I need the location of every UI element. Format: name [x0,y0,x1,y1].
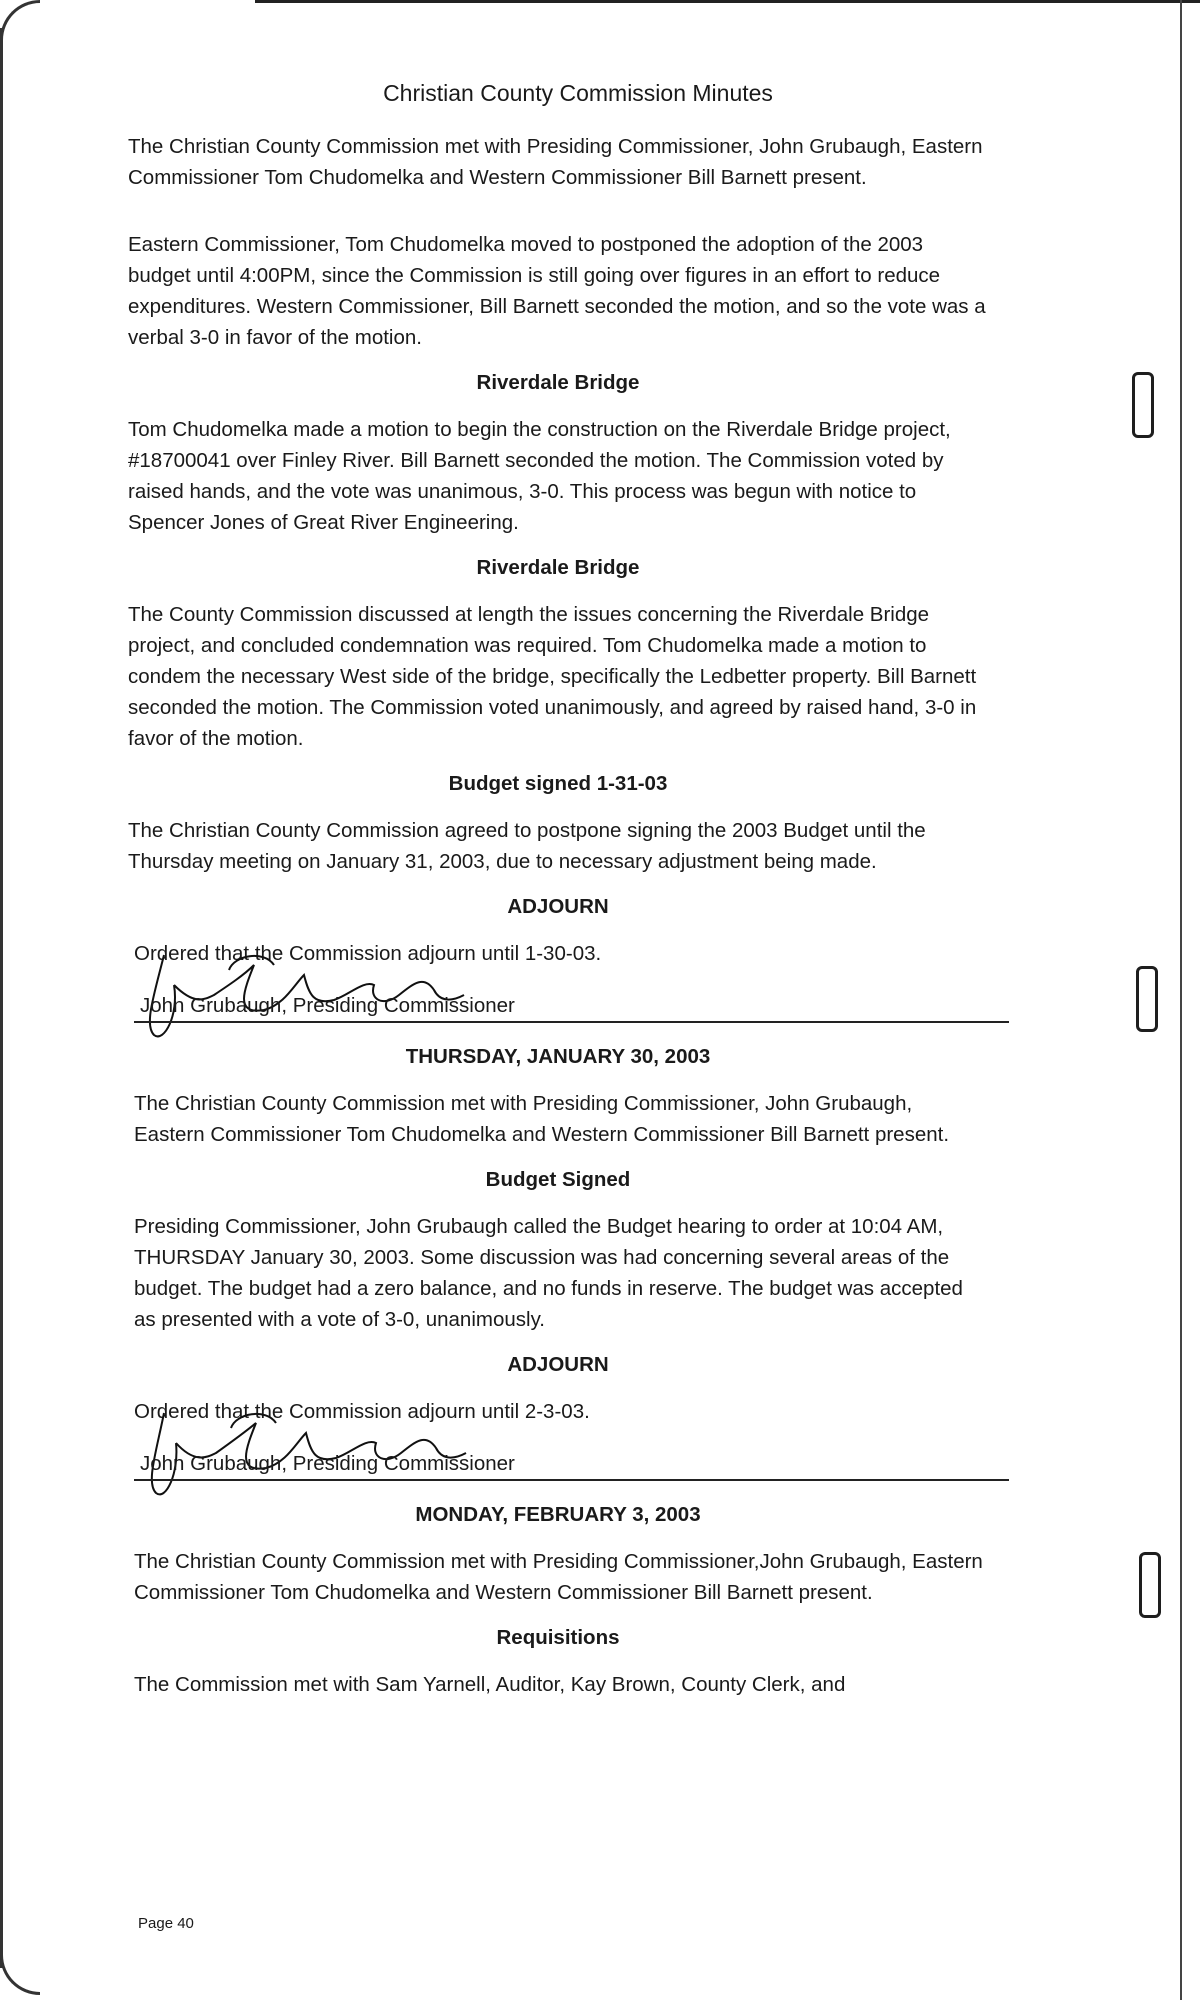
document-title: Christian County Commission Minutes [383,80,773,106]
signatory-name: John Grubaugh, Presiding Commissioner [140,994,515,1017]
section-heading-budget-signed: Budget signed 1-31-03 [448,772,668,795]
signatory-name-2: John Grubaugh, Presiding Commissioner [140,1452,515,1475]
date-heading-thursday: THURSDAY, JANUARY 30, 2003 [405,1045,711,1068]
binder-hole-icon [1139,1552,1161,1618]
binder-hole-icon [1136,966,1158,1032]
signature-line-2 [134,1479,1009,1481]
riverdale-condemnation-paragraph: The County Commission discussed at length the issues concerning the Riverdale Bridge project, and concluded condemnation was required. Tom Chudomelka made a motion to condem the necessary West side of the bridge, specifically the Ledbetter property. Bill Barnett seconded the motion. The Commission voted unanimously, and agreed by raised hand, 3-0 in favor of the motion. [128,603,977,750]
budget-signed-paragraph: The Christian County Commission agreed to postpone signing the 2003 Budget until the Thursday meeting on January 31, 2003, due to necessary adjustment being made. [128,819,926,873]
signature-block [134,973,988,1035]
document-body [128,70,988,1714]
budget-hearing-paragraph: Presiding Commissioner, John Grubaugh called the Budget hearing to order at 10:04 AM, THURSDAY January 30, 2003. Some discussion was had concerning several areas of the budget. The budget had a zero balance, and no funds in reserve. The budget was accepted as presented with a vote of 3-0, unanimously. [134,1215,963,1331]
thursday-intro-paragraph: The Christian County Commission met with Presiding Commissioner, John Grubaugh, Eastern Commissioner Tom Chudomelka and Western Commissioner Bill Barnett present. [134,1092,950,1146]
page-corner-bottom-left [0,1955,40,1995]
page-corner-top-left [0,0,40,40]
requisitions-paragraph: The Commission met with Sam Yarnell, Auditor, Kay Brown, County Clerk, and [134,1673,846,1696]
binder-hole-icon [1132,372,1154,438]
section-heading-riverdale-bridge: Riverdale Bridge [476,371,640,394]
section-heading-budget-signed-2: Budget Signed [485,1168,631,1191]
riverdale-construction-paragraph: Tom Chudomelka made a motion to begin the construction on the Riverdale Bridge project, #18700041 over Finley River. Bill Barnett seconded the motion. The Commission voted by raised hands, and the vote was unanimous, 3-0. This process was begun with notice to Spencer Jones of Great River Engineering. [128,418,951,534]
signature-block-2 [134,1431,988,1493]
page-edge-top [255,0,1200,3]
adjourn-paragraph-2: Ordered that the Commission adjourn until 2-3-03. [134,1400,590,1423]
section-heading-adjourn-2: ADJOURN [507,1353,609,1376]
adjourn-paragraph: Ordered that the Commission adjourn until 1-30-03. [134,942,602,965]
date-heading-monday: MONDAY, FEBRUARY 3, 2003 [415,1503,701,1526]
page-edge-right [1180,0,1182,2000]
intro-paragraph: The Christian County Commission met with Presiding Commissioner, John Grubaugh, Eastern Commissioner Tom Chudomelka and Western Commissioner Bill Barnett present. [128,135,983,189]
page-number: Page 40 [138,1915,194,1932]
monday-intro-paragraph: The Christian County Commission met with Presiding Commissioner,John Grubaugh, Eastern Commissioner Tom Chudomelka and Western Commissioner Bill Barnett present. [134,1550,983,1604]
signature-line [134,1021,1009,1023]
page-edge-left [0,28,3,1968]
section-heading-adjourn: ADJOURN [507,895,609,918]
section-heading-requisitions: Requisitions [496,1626,620,1649]
section-heading-riverdale-bridge-2: Riverdale Bridge [476,556,640,579]
budget-postpone-paragraph: Eastern Commissioner, Tom Chudomelka moved to postponed the adoption of the 2003 budget until 4:00PM, since the Commission is still going over figures in an effort to reduce expenditures. Western Commissioner, Bill Barnett seconded the motion, and so the vote was a verbal 3-0 in favor of the motion. [128,233,986,349]
